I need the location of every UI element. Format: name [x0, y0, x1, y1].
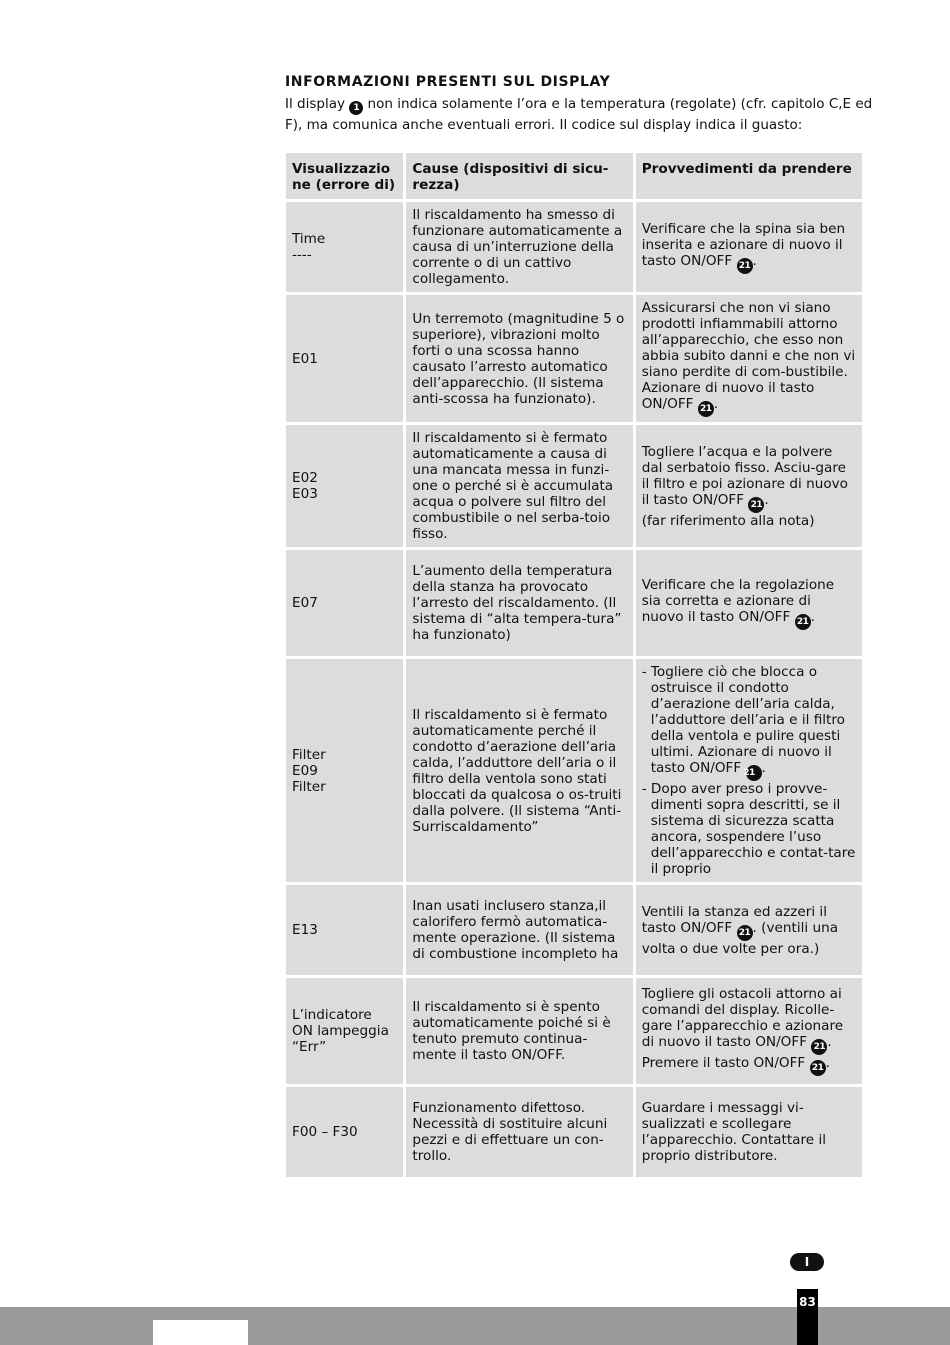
row-action: [636, 1087, 862, 1177]
header-display: Visualizzazione (errore di): [286, 153, 403, 199]
row-display-code: E02 E03: [286, 425, 403, 547]
on-off-button-ref-badge: 21: [698, 401, 714, 417]
row-action: [636, 659, 862, 882]
display-reference-badge: 1: [349, 101, 363, 115]
on-off-button-ref-badge: 21: [737, 925, 753, 941]
action-text-end: .: [752, 252, 757, 269]
row-display-code: Time ----: [286, 202, 403, 292]
table-row: [286, 425, 862, 547]
row-display-code: F00 – F30: [286, 1087, 403, 1177]
on-off-button-ref-badge: 21: [811, 1039, 827, 1055]
action-text: Togliere l’acqua e la polvere dal serbatoio fisso. Asciu-gare il filtro e poi azionare di nuovo il tasto ON/OFF: [641, 443, 849, 508]
action-text: Guardare i messaggi vi-sualizzati e scollegare l’apparecchio. Contattare il proprio distributore.: [641, 1100, 827, 1164]
action-text-middle: . Premere il tasto ON/OFF: [641, 1034, 832, 1071]
row-display-code: E07: [286, 550, 403, 656]
row-cause: Il riscaldamento si è fermato automaticamente a causa di una mancata messa in funzi-one o perché si è accumulata acqua o polvere sul filtro del combustibile o nel serba-toio fisso.: [406, 425, 632, 547]
action-text-end: . (far riferimento alla nota): [641, 491, 815, 529]
row-display-code: Filter E09 Filter: [286, 659, 403, 882]
row-action: [636, 978, 862, 1084]
header-action: Provvedimenti da prendere: [636, 153, 862, 199]
error-code-table: [283, 150, 865, 1180]
action-text-end: .: [825, 1055, 830, 1071]
row-cause: Inan usati inclusero stanza,il calorifero fermò automatica-mente operazione. (Il sistema di combustione incompleto ha: [406, 885, 632, 975]
table-row: [286, 295, 862, 422]
row-action: [636, 295, 862, 422]
row-cause: Un terremoto (magnitudine 5 o superiore), vibrazioni molto forti o una scossa hanno causato l’arresto automatico dell’apparecchio. (Il sistema anti-scossa ha funzionato).: [406, 295, 632, 422]
row-display-code: E01: [286, 295, 403, 422]
row-cause: Il riscaldamento si è fermato automaticamente perché il condotto d’aerazione dell’aria calda, l’adduttore dell’aria o il filtro della ventola sono stati bloccati da qualcosa o os-truiti dalla polvere. (Il sistema “Anti-Surriscaldamento”: [406, 659, 632, 882]
row-cause: Funzionamento difettoso. Necessità di sostituire alcuni pezzi e di effettuare un con-trollo.: [406, 1087, 632, 1177]
table-row: [286, 550, 862, 656]
action-text: Verificare che la spina sia ben inserita e azionare di nuovo il tasto ON/OFF: [641, 220, 846, 269]
table-row: [286, 1087, 862, 1177]
action-text: Togliere gli ostacoli attorno ai comandi del display. Ricolle-gare l’apparecchio e azionare di nuovo il tasto ON/OFF: [641, 986, 844, 1050]
page-number: 83: [797, 1289, 818, 1345]
table-row: [286, 885, 862, 975]
intro-text-after: non indica solamente l’ora e la temperatura (regolate) (cfr. capitolo C,E ed F), ma comunica anche eventuali errori. Il codice sul display indica il guasto:: [285, 96, 873, 133]
table-row: [286, 978, 862, 1084]
intro-paragraph: [285, 94, 875, 136]
table-header-row: [286, 153, 862, 199]
row-display-code: E13: [286, 885, 403, 975]
table-row: [286, 659, 862, 882]
on-off-button-ref-badge: 21: [810, 1060, 826, 1076]
intro-text-before: Il display: [285, 96, 350, 112]
language-badge: I: [790, 1253, 824, 1271]
header-cause: Cause (dispositivi di sicu-rezza): [406, 153, 632, 199]
on-off-button-ref-badge: 21: [748, 497, 764, 513]
on-off-button-ref-badge: 21: [795, 614, 811, 630]
action-text-end: . (ventili una volta o due volte per ora.): [641, 919, 839, 957]
action-text-end: .: [713, 396, 719, 412]
action-text: Verificare che la regolazione sia corretta e azionare di nuovo il tasto ON/OFF: [641, 576, 835, 625]
action-list: [642, 664, 856, 877]
action-text: - Togliere ciò che blocca o ostruisce il condotto d’aerazione dell’aria calda, l’adduttore dell’aria e il filtro della ventola e pulire questi ultimi. Azionare di nuovo il tasto ON/OFF: [641, 664, 845, 776]
action-text: Assicurarsi che non vi siano prodotti infiammabili attorno all’apparecchio, che esso non abbia subito danni e che non vi siano perdite di com-bustibile. Azionare di nuovo il tasto ON/OFF: [641, 300, 856, 412]
list-item: [642, 781, 856, 877]
row-action: [636, 550, 862, 656]
row-display-code: L’indicatore ON lampeggia “Err”: [286, 978, 403, 1084]
row-action: [636, 202, 862, 292]
action-text: Ventili la stanza ed azzeri il tasto ON/OFF: [641, 903, 827, 936]
table-row: [286, 202, 862, 292]
action-text-end: .: [810, 608, 815, 625]
footer-decoration: [153, 1320, 248, 1345]
row-action: [636, 425, 862, 547]
row-action: [636, 885, 862, 975]
row-cause: Il riscaldamento si è spento automaticamente poiché si è tenuto premuto continua-mente il tasto ON/OFF.: [406, 978, 632, 1084]
on-off-button-ref-badge: 21: [746, 765, 762, 781]
section-heading: INFORMAZIONI PRESENTI SUL DISPLAY: [285, 74, 611, 90]
on-off-button-ref-badge: 21: [737, 258, 753, 274]
row-cause: L’aumento della temperatura della stanza ha provocato l’arresto del riscaldamento. (Il sistema di “alta tempera-tura” ha funzionato): [406, 550, 632, 656]
action-text: - Dopo aver preso i provve-dimenti sopra descritti, se il sistema di sicurezza scatta ancora, sospendere l’uso dell’apparecchio e contat-tare il proprio: [641, 781, 856, 877]
row-cause: Il riscaldamento ha smesso di funzionare automaticamente a causa di un’interruzione della corrente o di un cattivo collegamento.: [406, 202, 632, 292]
list-item: [642, 664, 856, 781]
action-text-end: .: [761, 760, 766, 776]
